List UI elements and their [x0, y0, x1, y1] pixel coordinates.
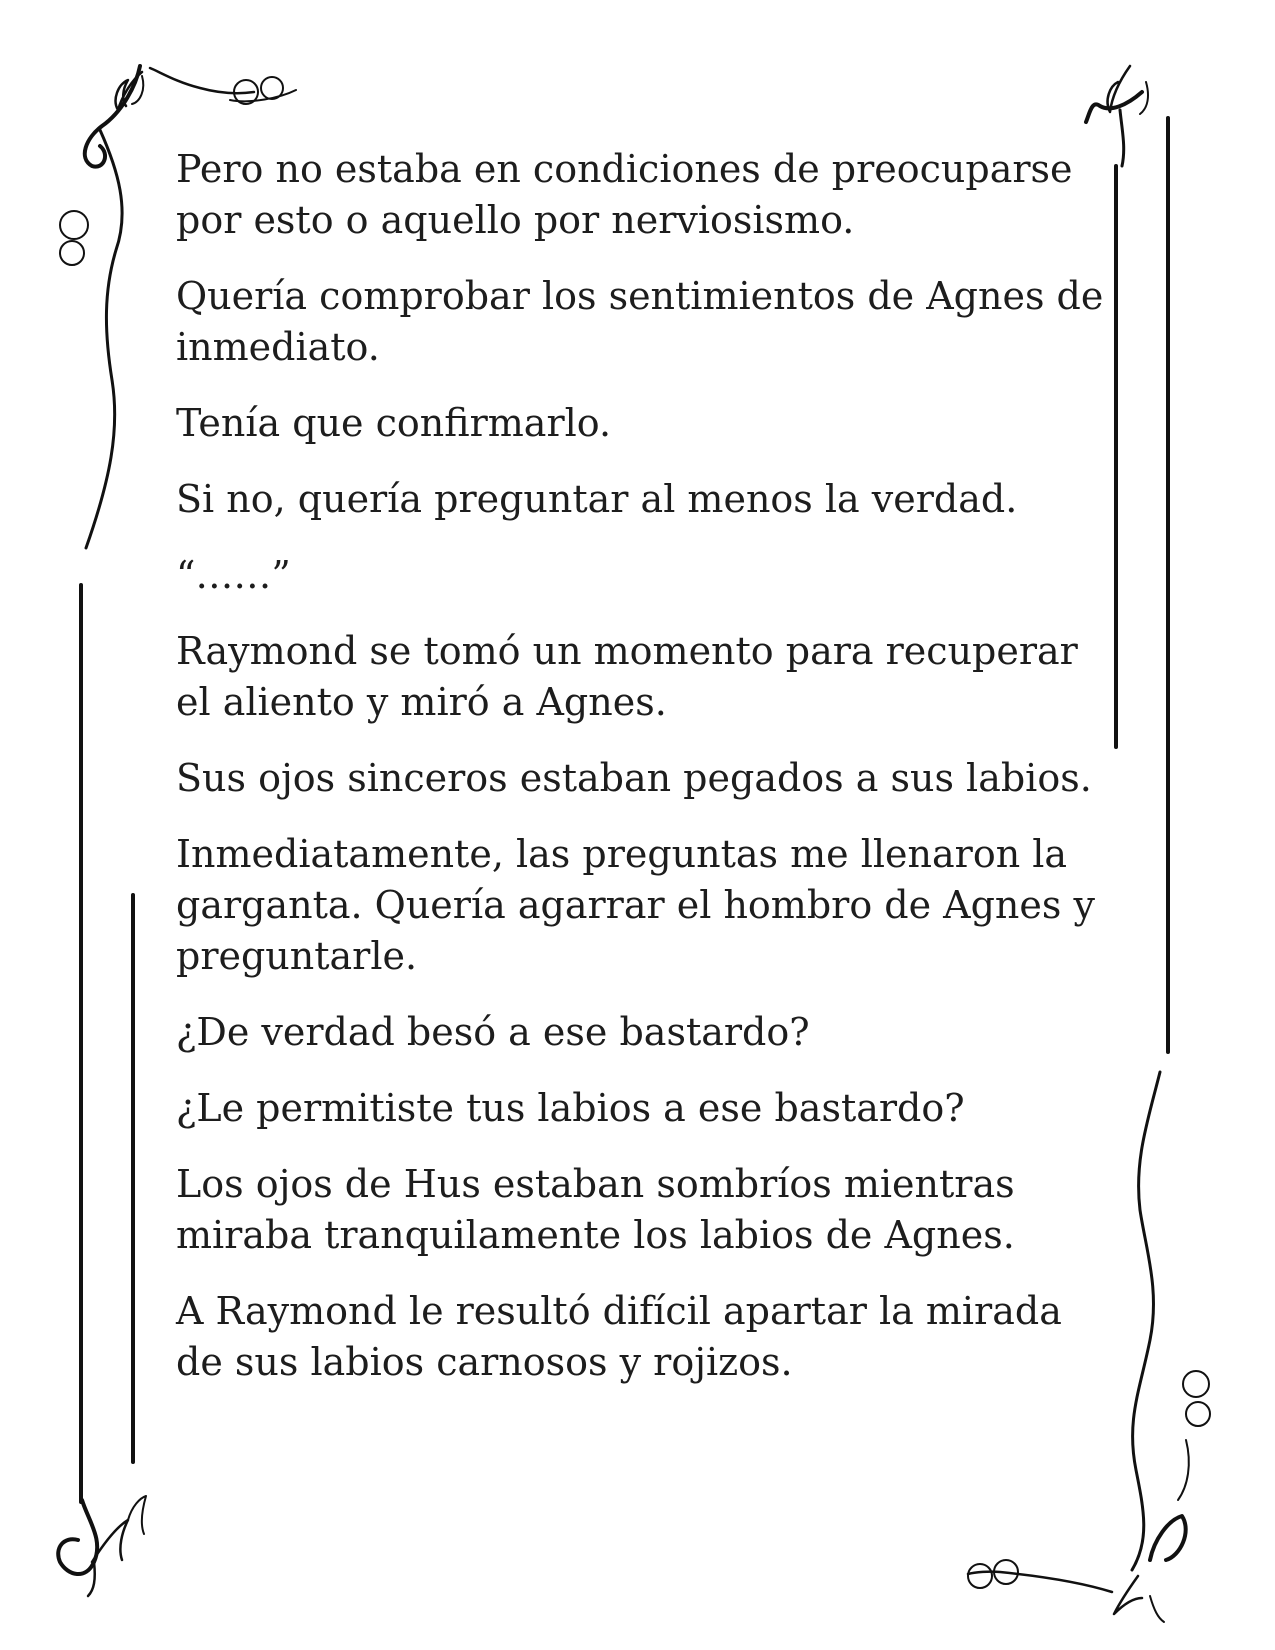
paragraph-2: Quería comprobar los sentimientos de Agnes de inmediato.: [176, 274, 1104, 369]
story-text-block: [176, 144, 1106, 1413]
paragraph-5-ellipsis-quote: “……”: [176, 553, 291, 597]
paragraph-11: Los ojos de Hus estaban sombríos mientras miraba tranquilamente los labios de Agnes.: [176, 1162, 1015, 1257]
paragraph-7: Sus ojos sinceros estaban pegados a sus labios.: [176, 756, 1092, 800]
paragraph-3: Tenía que confirmarlo.: [176, 401, 612, 445]
paragraph-10: ¿Le permitiste tus labios a ese bastardo?: [176, 1086, 965, 1130]
flourish-bottom-left-icon: [58, 1496, 146, 1596]
paragraph-6: Raymond se tomó un momento para recuperar el aliento y miró a Agnes.: [176, 629, 1078, 724]
paragraph-12: A Raymond le resultó difícil apartar la mirada de sus labios carnosos y rojizos.: [176, 1289, 1062, 1384]
paragraph-4: Si no, quería preguntar al menos la verdad.: [176, 477, 1018, 521]
paragraph-1: Pero no estaba en condiciones de preocuparse por esto o aquello por nerviosismo.: [176, 147, 1073, 242]
paragraph-8: Inmediatamente, las preguntas me llenaron la garganta. Quería agarrar el hombro de Agnes y preguntarle.: [176, 832, 1095, 978]
paragraph-9: ¿De verdad besó a ese bastardo?: [176, 1010, 810, 1054]
